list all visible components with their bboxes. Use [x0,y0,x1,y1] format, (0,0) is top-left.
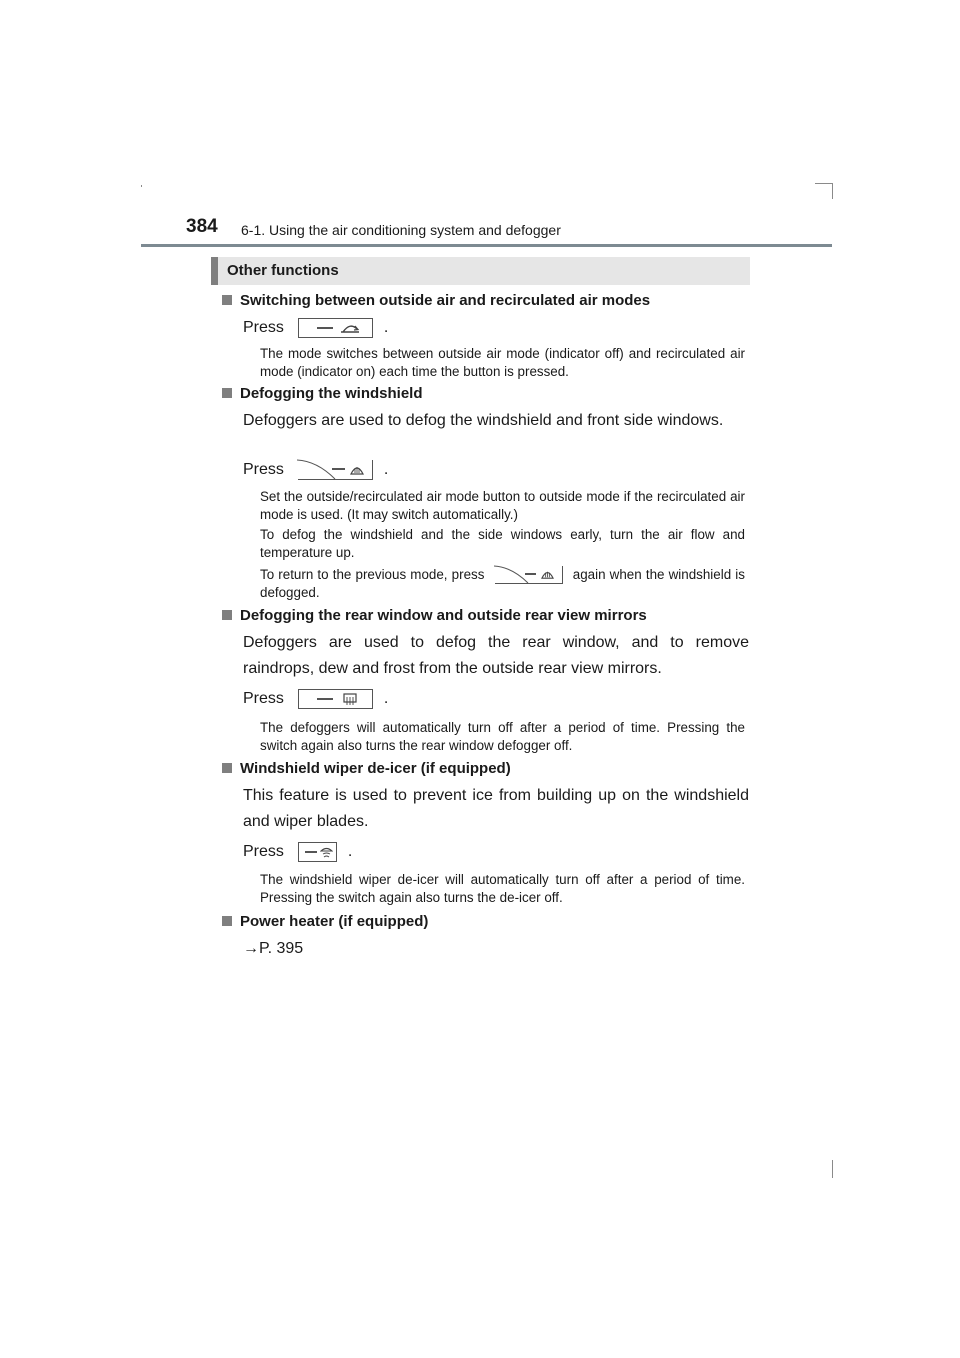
square-bullet-icon [222,916,232,926]
body-rear-defogger: Defoggers are used to defog the rear window, and to remove raindrops, dew and frost from the outside rear view mirrors. [243,634,749,677]
button-outline-curve [297,459,337,480]
crop-mark-top-right-v [832,183,833,199]
note-wiper-deicer: The windshield wiper de-icer will automatically turn off after a period of time. Pressing the switch again also turns the de-icer off. [260,872,745,905]
crop-mark-top-left [141,185,142,187]
square-bullet-icon [222,295,232,305]
note-rear-defogger: The defoggers will automatically turn off after a period of time. Pressing the switch again also turns the rear window defogger off. [260,720,745,753]
rear-defogger-icon [343,693,357,706]
heading-windshield [222,385,423,402]
press-label: Press [243,690,284,707]
section-title: Other functions [227,262,339,279]
note-windshield-return [260,566,745,602]
press-row-wiper-deicer [243,841,352,863]
return-note-after: again when the windshield is defogged. [260,567,745,601]
square-bullet-icon [222,763,232,773]
body-windshield: Defoggers are used to defog the windshield and front side windows. [243,412,724,429]
wiper-deicer-button [298,842,337,862]
page-reference-link[interactable]: →P. 395 [243,940,304,957]
square-bullet-icon [222,388,232,398]
rear-defogger-button [298,689,373,709]
square-bullet-icon [222,610,232,620]
indicator-icon [332,468,345,470]
running-title: 6-1. Using the air conditioning system and defogger [241,222,561,238]
press-suffix: . [383,690,389,707]
indicator-icon [317,327,333,329]
crop-mark-top-right-h [815,183,833,184]
heading-text: Defogging the windshield [240,385,423,402]
section-title-bar [211,257,750,285]
heading-wiper-deicer [222,760,511,777]
press-suffix: . [347,843,353,860]
press-row-windshield [243,459,388,481]
front-defogger-icon [541,568,554,580]
wiper-deicer-icon [320,846,333,859]
note-windshield-2: To defog the windshield and the side windows early, turn the air flow and temperature up. [260,527,745,560]
indicator-icon [317,698,333,700]
body-wiper-deicer: This feature is used to prevent ice from building up on the windshield and wiper blades. [243,787,749,830]
return-note-before: To return to the previous mode, press [260,567,485,582]
press-label: Press [243,461,284,478]
header-rule [141,244,832,247]
recirculate-air-button [298,318,373,338]
indicator-icon [305,851,317,853]
note-recirculate: The mode switches between outside air mode (indicator off) and recirculated air mode (indicator on) each time the button is pressed. [260,346,745,379]
page-number: 384 [186,216,218,237]
press-suffix: . [383,461,389,478]
note-windshield-1: Set the outside/recirculated air mode button to outside mode if the recirculated air mode is used. (It may switch automatically.) [260,489,745,522]
heading-text: Windshield wiper de-icer (if equipped) [240,760,511,777]
indicator-icon [525,573,536,575]
press-row-recirculate [243,317,388,339]
heading-text: Defogging the rear window and outside rear view mirrors [240,607,647,624]
press-row-rear-defogger [243,688,388,710]
front-defogger-icon [350,463,364,476]
crop-mark-bottom-right [832,1160,833,1178]
heading-power-heater [222,913,428,930]
press-label: Press [243,843,284,860]
heading-recirculate [222,292,650,309]
front-defogger-inline-button [495,566,563,584]
press-label: Press [243,319,284,336]
front-defogger-button [298,460,373,480]
recirculate-air-icon [339,322,361,335]
heading-text: Power heater (if equipped) [240,913,429,930]
heading-rear-defogger [222,607,647,624]
heading-text: Switching between outside air and recirculated air modes [240,292,651,309]
press-suffix: . [383,319,389,336]
